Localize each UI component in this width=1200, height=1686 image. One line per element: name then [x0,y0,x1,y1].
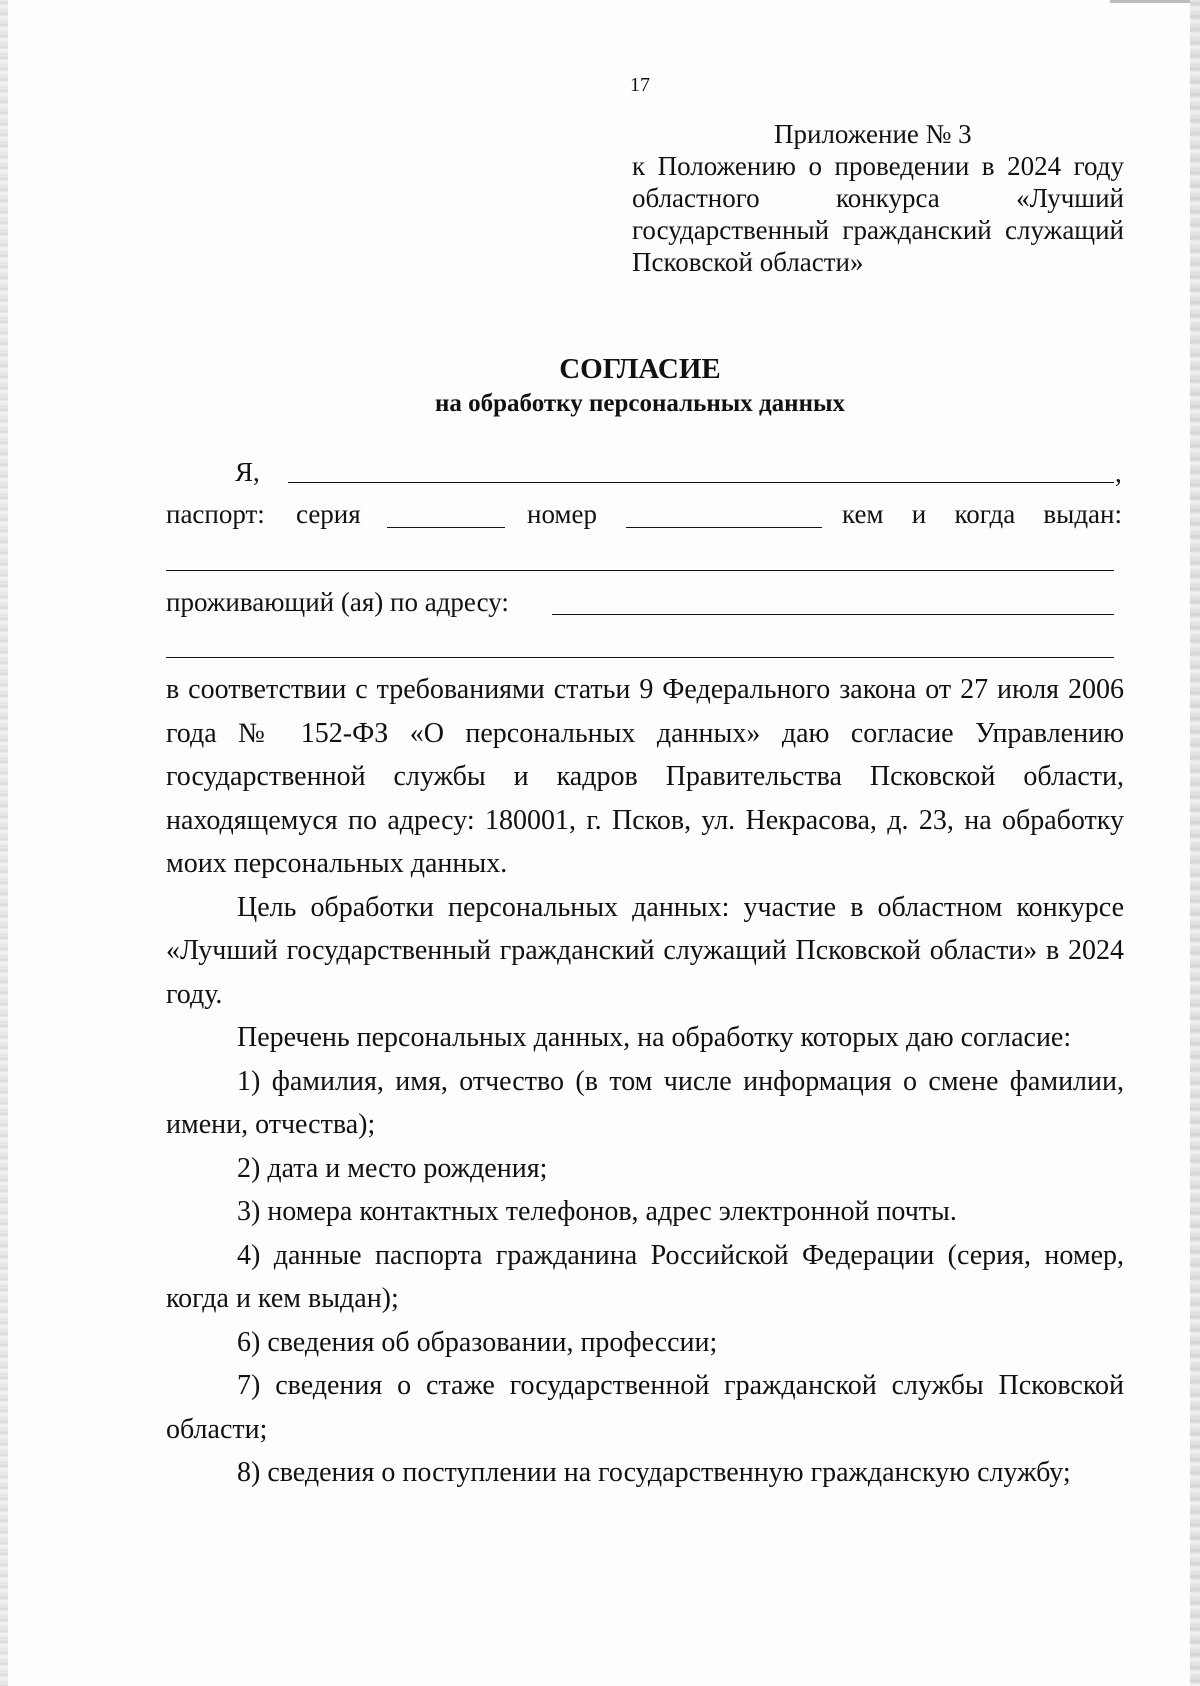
i-label: Я, [235,457,260,487]
consent-body [166,668,1124,1495]
title-main: СОГЛАСИЕ [559,353,721,385]
annex-body: к Положению о проведении в 2024 году областного конкурса «Лучший государственный гражданский служащий Псковской области» [632,151,1124,277]
passport-number-blank[interactable] [626,527,822,528]
page-number: 17 [630,74,650,96]
list-item: 7) сведения о стаже государственной гражданской службы Псковской области; [166,1370,1124,1445]
list-item: 3) номера контактных телефонов, адрес электронной почты. [237,1196,957,1227]
annex-block [632,118,1124,278]
list-item: 8) сведения о поступлении на государственную гражданскую службу; [237,1457,1071,1488]
list-item: 6) сведения об образовании, профессии; [237,1326,718,1358]
issued-by-blank[interactable] [166,570,1114,571]
address-label: проживающий (ая) по адресу: [166,587,509,617]
full-name-comma: , [1115,458,1122,488]
consent-paragraph: в соответствии с требованиями статьи 9 Федерального закона от 27 июля 2006 года № 152-ФЗ «О персональных данных» даю согласие Управлению государственной службы и кадров Правительства Псковской области, находящемуся по адресу: 180001, г. Псков, ул. Некрасова, д. 23, на обработку моих персональных данных. [166,674,1124,879]
passport-series-blank[interactable] [387,527,505,528]
full-name-blank[interactable] [288,482,1114,483]
list-item: 2) дата и место рождения; [237,1152,548,1184]
list-item: 1) фамилия, имя, отчество (в том числе информация о смене фамилии, имени, отчества); [166,1065,1124,1140]
purpose-paragraph: Цель обработки персональных данных: участие в областном конкурсе «Лучший государственный гражданский служащий Псковской области» в 2024 году. [166,891,1124,1010]
number-label: номер [527,499,598,529]
list-item: 4) данные паспорта гражданина Российской Федерации (серия, номер, когда и кем выдан); [166,1239,1124,1314]
address-blank[interactable] [552,614,1114,615]
scan-edge-right [1190,0,1200,1686]
issued-label: кем и когда выдан: [842,499,1122,529]
address-continued-blank[interactable] [166,657,1114,658]
passport-label: паспорт: [166,499,265,529]
scan-edge-top [1110,0,1190,3]
scan-edge-left [0,0,8,1686]
series-label: серия [296,499,361,529]
title-sub: на обработку персональных данных [435,390,845,417]
list-intro-paragraph: Перечень персональных данных, на обработку которых даю согласие: [237,1022,1072,1053]
annex-title: Приложение № 3 [774,119,972,149]
document-title [200,351,1080,421]
